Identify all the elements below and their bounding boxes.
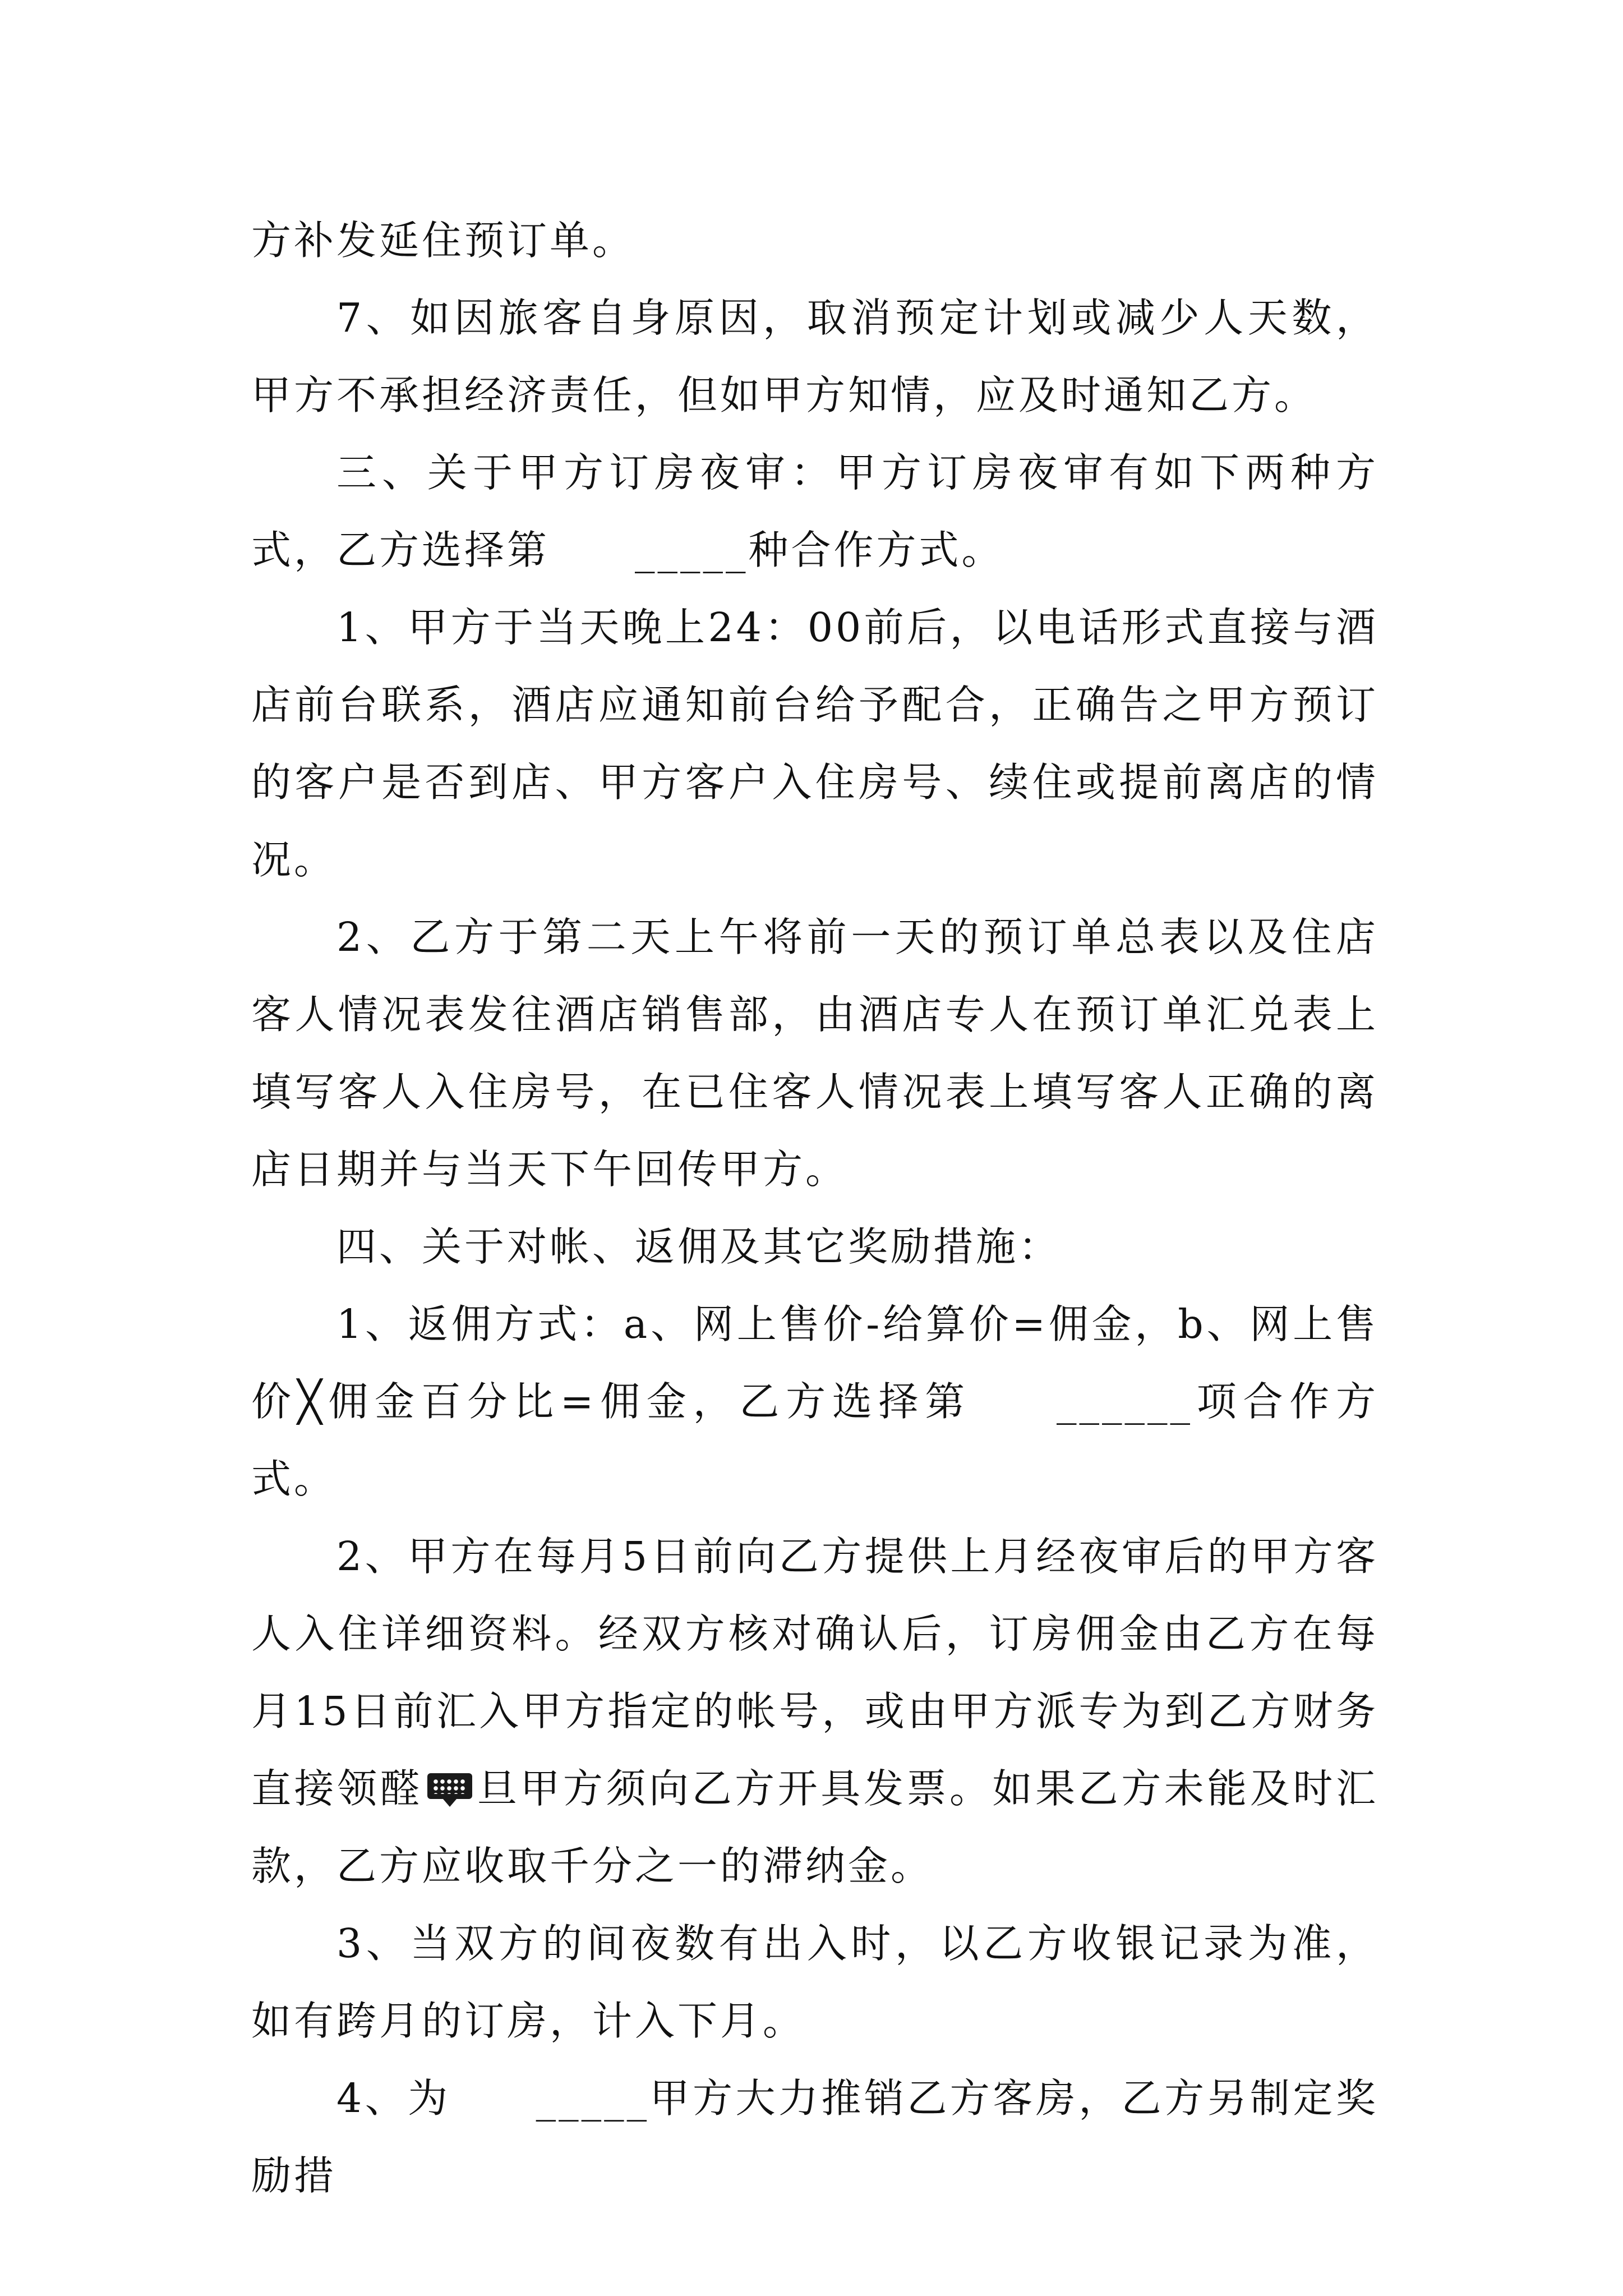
paragraph-text-before-blank: 三、关于甲方订房夜审：甲方订房夜审有如下两种方式，乙方选择第 — [251, 449, 1378, 573]
fill-in-blank: ______ — [1057, 1378, 1193, 1425]
paragraph-text: 方补发延住预订单。 — [251, 217, 635, 264]
document-body — [251, 202, 1378, 2215]
paragraph-clause-4-4 — [251, 2060, 1378, 2215]
paragraph-clause-4-3 — [251, 1905, 1378, 2060]
paragraph-text-after-icon: 旦甲方须向乙方开具发票。如果乙方未能及时汇款，乙方应收取千分之一的滞纳金。 — [251, 1765, 1378, 1889]
paragraph-clause-4-2 — [251, 1518, 1378, 1905]
paragraph-clause-7 — [251, 279, 1378, 434]
paragraph-text-after-blank: 种合作方式。 — [748, 527, 1004, 573]
paragraph-text-after-blank: 甲方大力推销乙方客房，乙方另制定奖励措 — [251, 2075, 1378, 2199]
paragraph-text-before-icon: 2、甲方在每月5日前向乙方提供上月经夜审后的甲方客人入住详细资料。经双方核对确认后，订房佣金由乙方在每月15日前汇入甲方指定的帐号，或由甲方派专为到乙方财务直接领醛 — [251, 1533, 1378, 1812]
paragraph-text-after-blank: 项合作方式。 — [251, 1378, 1378, 1502]
paragraph-section-3 — [251, 434, 1378, 589]
paragraph-text: 7、如因旅客自身原因，取消预定计划或减少人天数，甲方不承担经济责任，但如甲方知情，应及时通知乙方。 — [251, 295, 1378, 418]
paragraph-text: 3、当双方的间夜数有出入时，以乙方收银记录为准，如有跨月的订房，计入下月。 — [251, 1920, 1378, 2044]
paragraph-clause-3-2 — [251, 899, 1378, 1208]
paragraph-text-before-blank: 4、为 — [336, 2075, 451, 2122]
fill-in-blank: _____ — [536, 2075, 650, 2122]
paragraph-text: 2、乙方于第二天上午将前一天的预订单总表以及住店客人情况表发往酒店销售部，由酒店专人在预订单汇兑表上填写客人入住房号，在已住客人情况表上填写客人正确的离店日期并与当天下午回传甲方。 — [251, 914, 1378, 1193]
paragraph-text-before-blank: 1、返佣方式：a、网上售价-给算价=佣金，b、网上售价╳佣金百分比=佣金，乙方选择第 — [251, 1301, 1378, 1425]
paragraph-clause-4-1 — [251, 1286, 1378, 1518]
fill-in-blank: _____ — [635, 527, 749, 573]
paragraph-text: 1、甲方于当天晚上24：00前后，以电话形式直接与酒店前台联系，酒店应通知前台给予配合，正确告之甲方预订的客户是否到店、甲方客户入住房号、续住或提前离店的情况。 — [251, 604, 1378, 883]
paragraph-clause-3-1 — [251, 589, 1378, 899]
paragraph-section-4 — [251, 1208, 1378, 1286]
keyboard-icon — [425, 1773, 474, 1806]
paragraph-text: 四、关于对帐、返佣及其它奖励措施： — [336, 1223, 1062, 1270]
paragraph-continuation — [251, 202, 1378, 279]
